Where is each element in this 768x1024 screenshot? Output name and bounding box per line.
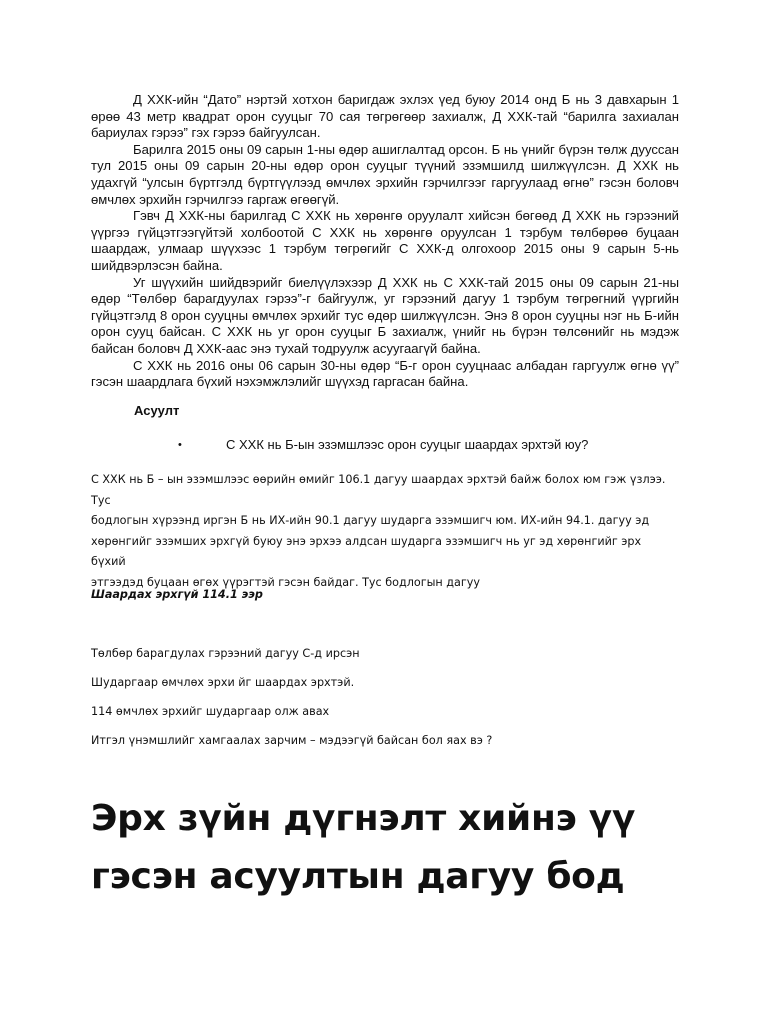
note-line-1: Төлбөр барагдулах гэрээний дагуу С-д ирсэн bbox=[91, 647, 360, 660]
question-bullet-item bbox=[178, 437, 678, 453]
case-paragraph-1: Д ХХК-ийн “Дато” нэртэй хотхон баригдаж эхлэх үед буюу 2014 онд Б нь 3 давхарын 1 өрөө 43 метр квадрат орон сууцыг 70 сая төгрөгөөр захиалж, Д ХХК-тай “барилга захиалан бариулах гэрээ” гэх гэрээ байгуулсан. bbox=[91, 92, 679, 141]
answer-line: С ХХК нь Б – ын эзэмшлээс өөрийн өмийг 106.1 дагуу шаардах эрхтэй байж болох юм гэж үзлээ. Тус bbox=[91, 473, 666, 507]
bullet-icon: • bbox=[178, 439, 182, 451]
case-paragraph-2: Барилга 2015 оны 09 сарын 1-ны өдөр ашиглалтад орсон. Б нь үнийг бүрэн төлж дууссан тул 2015 оны 09 сарын 20-ны өдөр орон сууцыг түүний эзэмшилд шилжүүлсэн. Д ХХК нь удахгүй “улсын бүртгэлд бүртгүүлээд өмчлөх эрхийн гэрчилгээг гаргуулаад өгнө” гэсэн боловч өмчлөх эрхийн гэрчилгээ гаргаж өгөөгүй. bbox=[91, 141, 679, 207]
large-heading: Эрх зүйн дүгнэлт хийнэ үү гэсэн асуултын дагуу бод bbox=[91, 798, 636, 897]
note-line-2: Шударгаар өмчлөх эрхи йг шаардах эрхтэй. bbox=[91, 676, 355, 689]
italic-subheading: Шаардах эрхгүй 114.1 ээр bbox=[91, 588, 263, 601]
answer-text bbox=[91, 470, 679, 593]
case-paragraph-5: С ХХК нь 2016 оны 06 сарын 30-ны өдөр “Б-г орон сууцнаас албадан гаргуулж өгнө үү” гэсэн шаардлага бүхий нэхэмжлэлийг шүүхэд гаргасан байна. bbox=[91, 357, 679, 390]
case-paragraph-3: Гэвч Д ХХК-ны барилгад С ХХК нь хөрөнгө оруулалт хийсэн бөгөөд Д ХХК нь гэрээний үүргээ гүйцэтгээгүйтэй холбоотой С ХХК нь хөрөнгө оруулсан 1 тэрбум төлбөрөө буцаан шаардаж, улмаар шүүхээс 1 тэрбум төгрөгийг С ХХК-д олгохоор 2015 оны 9 сарын 5-нь шийдвэрлэсэн байна. bbox=[91, 208, 679, 273]
case-paragraph-4: Уг шүүхийн шийдвэрийг биелүүлэхээр Д ХХК нь С ХХК-тай 2015 оны 09 сарын 21-ны өдөр “Төлбөр барагдуулах гэрээ”-г байгуулж, уг гэрээний дагуу 1 тэрбум төгрөгний үүргийн гүйцэтгэлд 8 орон сууцны өмчлөх эрхийг тус өдөр шилжүүлсэн. Энэ 8 орон сууцны нэг нь Б-ийн орон сууц байсан. С ХХК нь уг орон сууцыг Б захиалж, үнийг нь бүрэн төлсөнийг нь мэдэж байсан боловч Д ХХК-аас энэ тухай тодруулж асуугаагүй байна. bbox=[91, 274, 679, 356]
note-line-4: Итгэл үнэмшлийг хамгаалах зарчим – мэдээгүй байсан бол яах вэ ? bbox=[91, 734, 493, 747]
question-heading: Асуулт bbox=[134, 403, 180, 418]
case-description bbox=[91, 92, 679, 391]
answer-line: бодлогын хүрээнд иргэн Б нь ИХ-ийн 90.1 дагуу шударга эзэмшигч юм. ИХ-ийн 94.1. дагуу эд bbox=[91, 514, 650, 527]
note-line-3: 114 өмчлөх эрхийг шударгаар олж авах bbox=[91, 705, 330, 718]
answer-line: этгээдэд буцаан өгөх үүрэгтэй гэсэн байдаг. Тус бодлогын дагуу bbox=[91, 575, 481, 589]
question-text: С ХХК нь Б-ын эзэмшлээс орон сууцыг шаардах эрхтэй юу? bbox=[226, 437, 589, 452]
answer-line: хөрөнгийг эзэмших эрхгүй буюу энэ эрхээ алдсан шударга эзэмшигч нь уг эд хөрөнгийг эрх бүхий bbox=[91, 534, 642, 568]
